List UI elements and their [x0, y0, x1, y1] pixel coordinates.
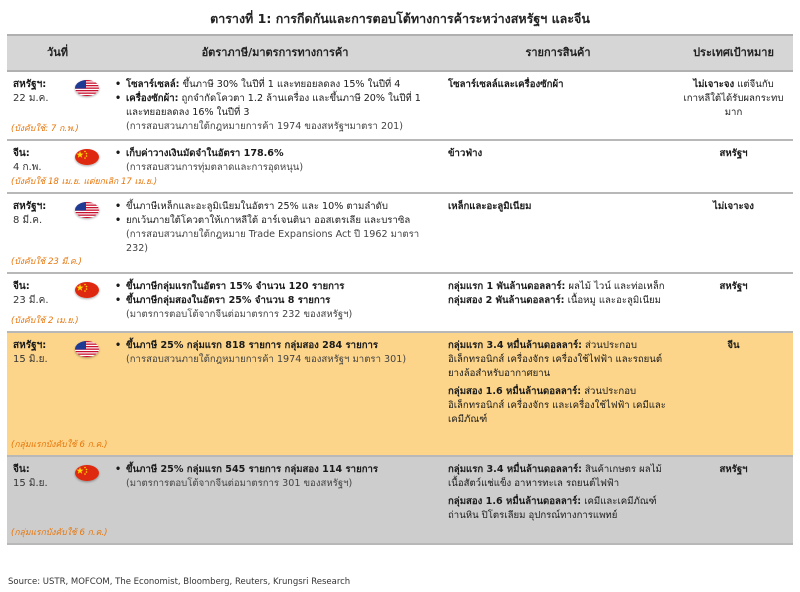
measure-cell: [108, 273, 442, 332]
china-flag-icon: [75, 282, 99, 298]
table-row: [7, 71, 793, 140]
measure-note: (การสอบสวนการทุ่มตลาดและการอุดหนุน): [126, 162, 304, 173]
china-flag-icon: [75, 465, 99, 481]
date-cell: [7, 456, 108, 544]
goods-item: กลุ่มแรก 1 พันล้านดอลลาร์: ผลไม้ ไวน์ และท่อเหล็ก: [448, 281, 665, 292]
target-cell: ไม่เจาะจง แต่จีนกับเกาหลีใต้ได้รับผลกระทบมาก: [674, 71, 793, 140]
country-label: สหรัฐฯ:: [13, 340, 47, 351]
china-flag-icon: [75, 149, 99, 165]
measure-bullet: • เก็บค่าวางเงินมัดจำในอัตรา 178.6%: [126, 147, 438, 161]
target-cell: สหรัฐฯ: [674, 140, 793, 193]
measure-bullet: • ขึ้นภาษีกลุ่มแรกในอัตรา 15% จำนวน 120 รายการ: [126, 280, 438, 294]
measure-cell: [108, 140, 442, 193]
date-cell: [7, 140, 158, 193]
measure-bullet: • เครื่องซักผ้า: ถูกจำกัดโควตา 1.2 ล้านเครื่อง และขึ้นภาษี 20% ในปีที่ 1 และทยอยลดลง 16% ในปีที่ 3: [126, 92, 438, 120]
measure-cell: [108, 456, 442, 544]
effective-date: (กลุ่มแรกบังคับใช้ 6 ก.ค.): [11, 528, 108, 538]
table-row: [7, 456, 793, 544]
effective-date: (กลุ่มแรกบังคับใช้ 6 ก.ค.): [11, 440, 108, 450]
effective-date: (บังคับใช้ 18 เม.ย. แต่ยกเลิก 17 เม.ย.): [11, 177, 158, 187]
date-cell: [7, 193, 108, 273]
header-measure: อัตราภาษี/มาตรการทางการค้า: [108, 35, 442, 71]
date-label: 15 มิ.ย.: [13, 354, 48, 365]
date-label: 15 มิ.ย.: [13, 478, 48, 489]
country-label: จีน:: [13, 281, 30, 292]
goods-cell: [442, 140, 674, 193]
effective-date: (บังคับใช้: 7 ก.พ.): [11, 124, 79, 134]
measure-bullet: • ขึ้นภาษี 25% กลุ่มแรก 545 รายการ กลุ่มสอง 114 รายการ: [126, 463, 438, 477]
source-note: Source: USTR, MOFCOM, The Economist, Bloomberg, Reuters, Krungsri Research: [8, 577, 351, 587]
target-cell: สหรัฐฯ: [674, 456, 793, 544]
table-title: ตารางที่ 1: การกีดกันและการตอบโต้ทางการค้าระหว่างสหรัฐฯ และจีน: [210, 11, 590, 26]
measure-bullet: • ขึ้นภาษีเหล็กและอะลูมิเนียมในอัตรา 25% และ 10% ตามลำดับ: [126, 200, 438, 214]
date-label: 23 มี.ค.: [13, 295, 49, 306]
country-label: จีน:: [13, 464, 30, 475]
goods-label: เหล็กและอะลูมิเนียม: [448, 201, 532, 212]
target-cell: สหรัฐฯ: [674, 273, 793, 332]
country-label: สหรัฐฯ:: [13, 79, 47, 90]
table-row: [7, 273, 793, 332]
measure-note: (มาตรการตอบโต้จากจีนต่อมาตรการ 301 ของสหรัฐฯ): [126, 478, 353, 489]
header-row: [7, 35, 793, 71]
goods-cell: [442, 273, 674, 332]
trade-measures-table: [7, 34, 793, 545]
measure-bullet: • ยกเว้นภายใต้โควตาให้เกาหลีใต้ อาร์เจนตินา ออสเตรเลีย และบราซิล: [126, 214, 438, 228]
measure-note: (การสอบสวนภายใต้กฎหมายการค้า 1974 ของสหรัฐฯมาตรา 201): [126, 121, 404, 132]
table-row: [7, 193, 793, 273]
goods-label: ข้าวฟ่าง: [448, 148, 483, 159]
measure-cell: [108, 332, 442, 456]
measure-cell: [108, 193, 442, 273]
goods-item: กลุ่มแรก 3.4 หมื่นล้านดอลลาร์: สินค้าเกษตร ผลไม้ เนื้อสัตว์แช่แข็ง อาหารทะเล รถยนต์ไฟฟ้า: [448, 464, 662, 489]
measure-bullet: • โซลาร์เซลล์: ขึ้นภาษี 30% ในปีที่ 1 และทยอยลดลง 15% ในปีที่ 4: [126, 78, 438, 92]
date-cell: [7, 71, 108, 140]
goods-label: โซลาร์เซลล์และเครื่องซักผ้า: [448, 79, 564, 90]
goods-cell: [442, 71, 674, 140]
header-date: วันที่: [7, 35, 108, 71]
country-label: จีน:: [13, 148, 30, 159]
date-cell: [7, 273, 108, 332]
date-label: 4 ก.พ.: [13, 162, 42, 173]
measure-note: (การสอบสวนภายใต้กฎหมายการค้า 1974 ของสหรัฐฯ มาตรา 301): [126, 354, 407, 365]
target-cell: ไม่เจาะจง: [674, 193, 793, 273]
effective-date: (บังคับใช้ 23 มี.ค.): [11, 257, 82, 267]
target-cell: จีน: [674, 332, 793, 456]
us-flag-icon: [75, 341, 99, 357]
measure-bullet: • ขึ้นภาษี 25% กลุ่มแรก 818 รายการ กลุ่มสอง 284 รายการ: [126, 339, 438, 353]
goods-item: กลุ่มสอง 1.6 หมื่นล้านดอลลาร์: เคมีและเคมีภัณฑ์ ถ่านหิน ปิโตรเลียม อุปกรณ์ทางการแพทย์: [448, 496, 657, 521]
header-goods: รายการสินค้า: [442, 35, 674, 71]
goods-cell: [442, 193, 674, 273]
country-label: สหรัฐฯ:: [13, 201, 47, 212]
goods-item: กลุ่มสอง 2 พันล้านดอลลาร์: เนื้อหมู และอะลูมิเนียม: [448, 295, 661, 306]
measure-bullet: • ขึ้นภาษีกลุ่มสองในอัตรา 25% จำนวน 8 รายการ: [126, 294, 438, 308]
date-label: 8 มี.ค.: [13, 215, 43, 226]
measure-cell: [108, 71, 442, 140]
measure-note: (การสอบสวนภายใต้กฎหมาย Trade Expansions Act ปี 1962 มาตรา 232): [126, 229, 420, 254]
table-row: [7, 140, 793, 193]
goods-item: กลุ่มแรก 3.4 หมื่นล้านดอลลาร์: ส่วนประกอบอิเล็กทรอนิกส์ เครื่องจักร เครื่องใช้ไฟฟ้า และรถยนต์ ยางล้อสำหรับอากาศยาน: [448, 340, 663, 379]
us-flag-icon: [75, 202, 99, 218]
date-cell: [7, 332, 108, 456]
us-flag-icon: [75, 80, 99, 96]
goods-item: กลุ่มสอง 1.6 หมื่นล้านดอลลาร์: ส่วนประกอบอิเล็กทรอนิกส์ เครื่องจักร และเครื่องใช้ไฟฟ้า เคมีและเคมีภัณฑ์: [448, 386, 666, 425]
date-label: 22 ม.ค.: [13, 93, 49, 104]
header-target: ประเทศเป้าหมาย: [674, 35, 793, 71]
effective-date: (บังคับใช้ 2 เม.ย.): [11, 316, 79, 326]
goods-cell: [442, 332, 674, 456]
goods-cell: [442, 456, 674, 544]
measure-note: (มาตรการตอบโต้จากจีนต่อมาตรการ 232 ของสหรัฐฯ): [126, 309, 353, 320]
table-row: [7, 332, 793, 456]
